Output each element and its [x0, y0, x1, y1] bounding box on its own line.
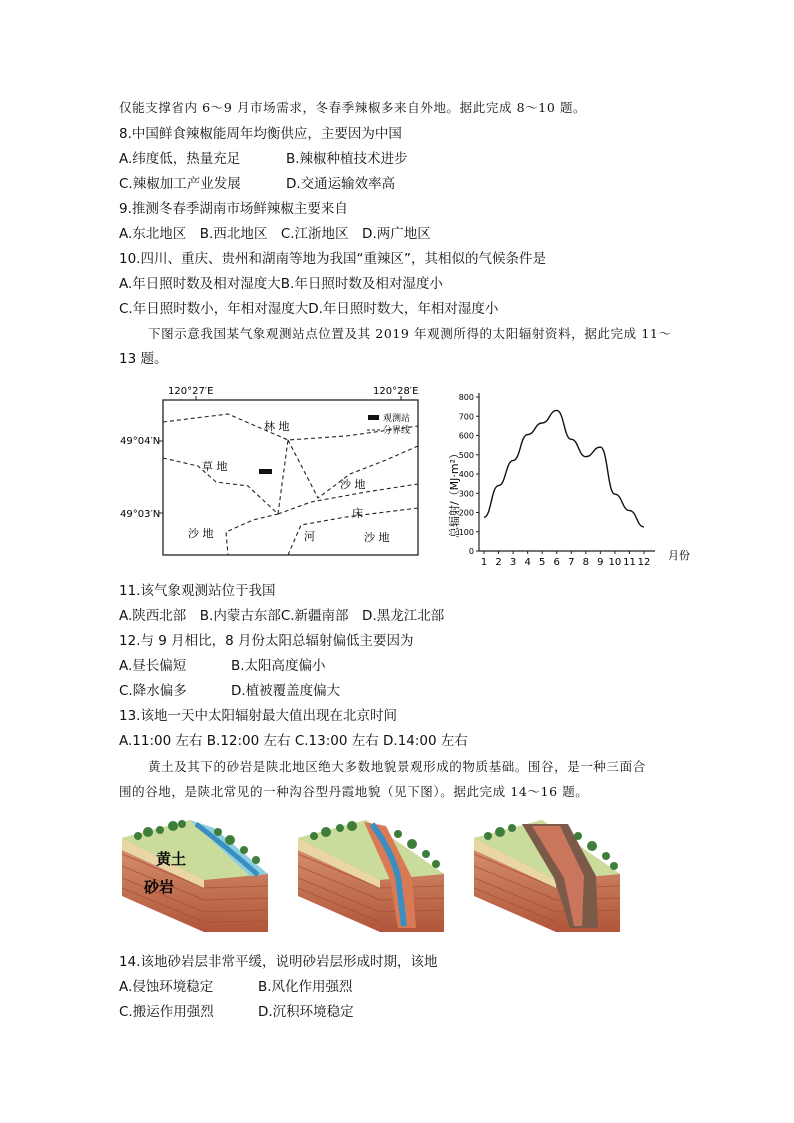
- label-forest: 林 地: [264, 420, 290, 433]
- question-12-stem: 12.与 9 月相比，8 月份太阳总辐射偏低主要因为: [119, 633, 414, 649]
- chart-x-tick-label: 3: [509, 557, 517, 568]
- chart-x-ticks: [481, 551, 651, 568]
- label-sand-bottom: 沙 地: [364, 531, 390, 544]
- chart-y-axis-label: 总辐射/（MJ·m²）: [448, 447, 461, 539]
- q8-option-c: C.辣椒加工产业发展: [119, 176, 241, 192]
- chart-y-tick-label: 200: [458, 508, 474, 518]
- intro-text-2-line1: 下图示意我国某气象观测站点位置及其 2019 年观测所得的太阳辐射资料，据此完成 11～: [148, 326, 672, 341]
- q9-options: A.东北地区 B.西北地区 C.江浙地区 D.两广地区: [119, 226, 431, 242]
- question-13-stem: 13.该地一天中太阳辐射最大值出现在北京时间: [119, 708, 397, 724]
- chart-series: [484, 410, 644, 526]
- chart-x-tick-label: 10: [608, 557, 622, 568]
- chart-x-axis-label: 月份: [668, 549, 690, 562]
- label-riverbed: 床: [352, 507, 363, 520]
- legend-station-label: 观测站: [383, 414, 411, 424]
- intro-text-3-line2: 围的谷地，是陕北常见的一种沟谷型丹霞地貌（见下图）。据此完成 14～16 题。: [119, 784, 589, 799]
- label-sandstone: 砂岩: [144, 878, 175, 896]
- map-lat-bottom: 49°03′N: [120, 509, 161, 520]
- q8-option-d: D.交通运输效率高: [286, 176, 396, 192]
- q12-option-c: C.降水偏多: [119, 683, 187, 699]
- map-lon-left: 120°27′E: [168, 386, 214, 397]
- chart-y-tick-label: 600: [458, 431, 474, 441]
- q14-option-d: D.沉积环境稳定: [258, 1004, 354, 1020]
- label-loess: 黄土: [156, 850, 187, 868]
- chart-series-line: [484, 410, 644, 526]
- question-14-stem: 14.该地砂岩层非常平缓，说明砂岩层形成时期，该地: [119, 954, 438, 970]
- label-grassland: 草 地: [202, 460, 228, 473]
- label-sand-left: 沙 地: [188, 527, 214, 540]
- block-diagram-2: [298, 820, 444, 932]
- question-10-stem: 10.四川、重庆、贵州和湖南等地为我国“重辣区”，其相似的气候条件是: [119, 251, 546, 267]
- q14-option-b: B.风化作用强烈: [258, 979, 353, 995]
- q14-option-c: C.搬运作用强烈: [119, 1004, 214, 1020]
- chart-x-tick-label: 1: [480, 557, 488, 568]
- chart-y-tick-label: 800: [458, 393, 474, 402]
- q12-option-a: A.昼长偏短: [119, 658, 187, 674]
- q8-option-a: A.纬度低，热量充足: [119, 151, 241, 167]
- label-river: 河: [304, 530, 315, 543]
- chart-y-tick-label: 500: [458, 450, 474, 460]
- chart-y-tick-label: 400: [458, 470, 474, 479]
- chart-x-tick-label: 4: [524, 557, 531, 568]
- chart-x-tick-label: 11: [623, 557, 636, 568]
- intro-text-1: 仅能支撑省内 6～9 月市场需求，冬春季辣椒多来自外地。据此完成 8～10 题。: [119, 100, 587, 115]
- chart-y-ticks: [459, 393, 479, 556]
- chart-x-tick-label: 8: [582, 557, 590, 568]
- chart-x-tick-label: 6: [553, 557, 560, 568]
- question-9-stem: 9.推测冬春季湖南市场鲜辣椒主要来自: [119, 201, 348, 217]
- map-lon-right: 120°28′E: [373, 386, 419, 397]
- chart-y-tick-label: 0: [468, 547, 474, 556]
- landform-evolution-diagrams: [118, 818, 632, 938]
- chart-x-tick-label: 9: [597, 557, 604, 568]
- q10-options-cd: C.年日照时数小，年相对湿度大D.年日照时数大，年相对湿度小: [119, 301, 499, 317]
- station-location-map: [118, 380, 428, 562]
- q12-option-b: B.太阳高度偏小: [231, 658, 326, 674]
- chart-y-tick-label: 300: [458, 489, 474, 499]
- chart-x-tick-label: 5: [538, 557, 546, 568]
- solar-radiation-chart: [440, 388, 702, 574]
- block-diagram-3: [474, 820, 620, 932]
- q12-option-d: D.植被覆盖度偏大: [231, 683, 341, 699]
- chart-x-tick-label: 12: [637, 557, 651, 568]
- intro-text-2-line2: 13 题。: [119, 351, 168, 367]
- observation-station-marker: [259, 469, 272, 474]
- intro-text-3-line1: 黄土及其下的砂岩是陕北地区绝大多数地貌景观形成的物质基础。围谷，是一种三面合: [148, 759, 646, 774]
- q11-options: A.陕西北部 B.内蒙古东部C.新疆南部 D.黑龙江北部: [119, 608, 445, 624]
- question-8-stem: 8.中国鲜食辣椒能周年均衡供应，主要因为中国: [119, 126, 402, 142]
- label-sand-right: 沙 地: [340, 478, 366, 491]
- q14-option-a: A.侵蚀环境稳定: [119, 979, 214, 995]
- q10-options-ab: A.年日照时数及相对湿度大B.年日照时数及相对湿度小: [119, 276, 443, 292]
- chart-x-tick-label: 7: [568, 557, 575, 568]
- block-diagram-1: [122, 820, 268, 932]
- chart-y-tick-label: 100: [458, 527, 474, 537]
- q13-options: A.11:00 左右 B.12:00 左右 C.13:00 左右 D.14:00 左右: [119, 733, 468, 749]
- legend-boundary-label: 分界线: [383, 426, 411, 436]
- map-lat-top: 49°04′N: [120, 436, 161, 447]
- legend-station-symbol: [368, 415, 379, 420]
- q8-option-b: B.辣椒种植技术进步: [286, 151, 408, 167]
- chart-y-tick-label: 700: [458, 412, 474, 422]
- question-11-stem: 11.该气象观测站位于我国: [119, 583, 276, 599]
- chart-x-tick-label: 2: [495, 557, 502, 568]
